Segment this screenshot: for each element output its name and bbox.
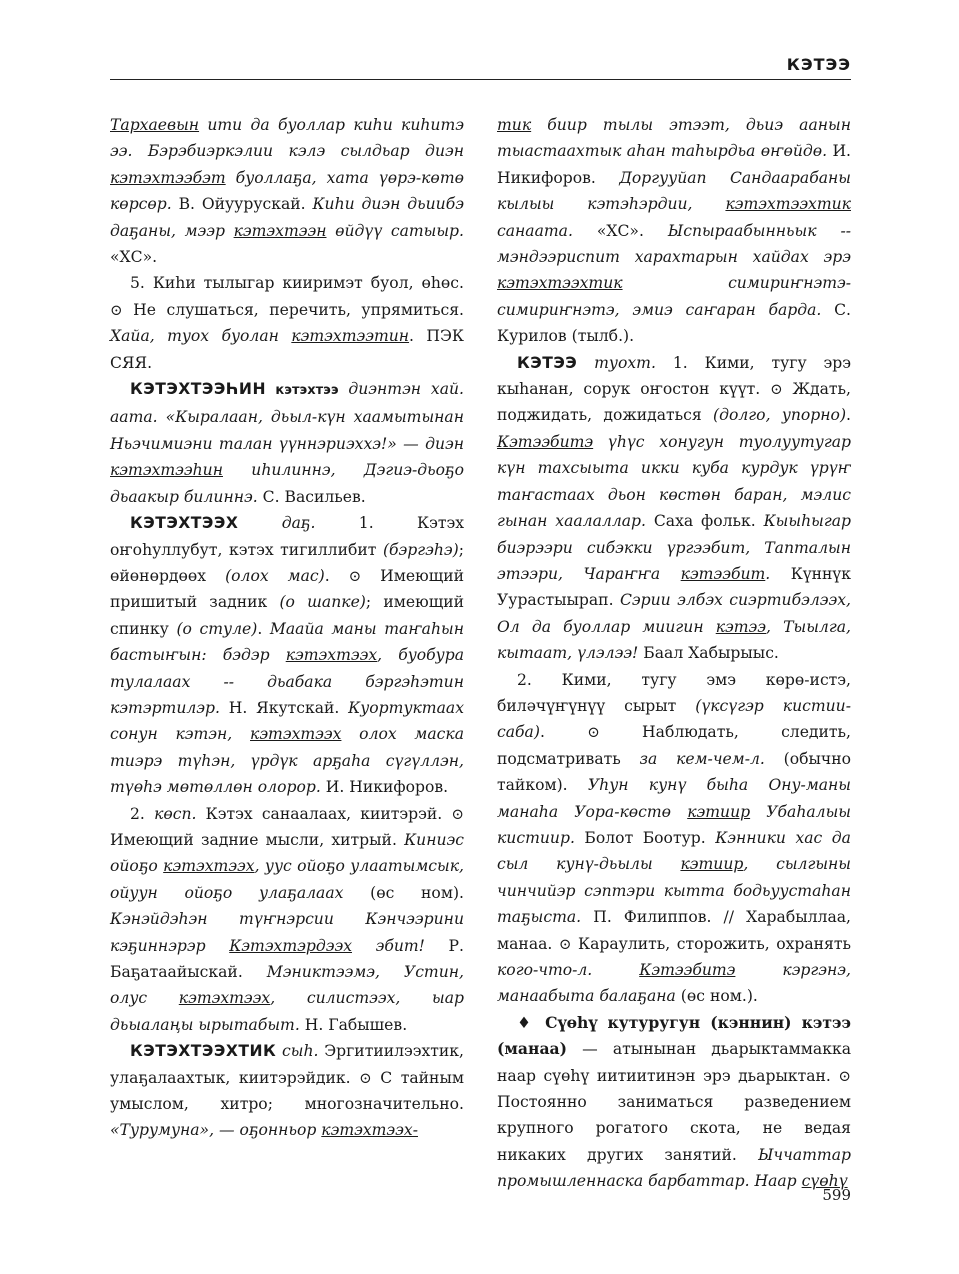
headword: КЭТЭХТЭЭХТИК bbox=[130, 1042, 277, 1061]
sense-2: 2. көсп. Кэтэх санаалаах, киитэрэй. ⊙ Имеющий задние мысли, хитрый. Киниэс ойоҕо кэтэхтээх, уус ойоҕо улаатымсык, ойуун ойоҕо улаҕалаах (өс ном). Кэнэйдэһэн түҥнэрсии Кэнчээрини кэҕиннэрэр Кэтэхтэрдээх эбит! Р. Баҕатаайыскай. Мэниктээмэ, Устин, олус кэтэхтээх, силистээх, ыар дьыалаңы ырытабыт. Н. Габышев. bbox=[110, 804, 464, 1034]
headword: КЭТЭЭ bbox=[517, 353, 578, 372]
circle-dot-icon: ⊙ bbox=[838, 1066, 851, 1085]
circle-dot-icon: ⊙ bbox=[770, 380, 783, 399]
sense-5: 5. Киһи тылыгар кииримэт буол, өһөс. ⊙ Не слушаться, перечить, упрямиться. Хайа, туох буолан кэтэхтээтин. ПЭК СЯЯ. bbox=[110, 274, 465, 372]
page-number: 599 bbox=[822, 1186, 851, 1204]
circle-dot-icon: ⊙ bbox=[587, 723, 600, 742]
entry-ketee: КЭТЭЭ туохт. 1. Кими, тугу эрэ кыһанан, сорук оҥостон күүт. ⊙ Ждать, поджидать, дожидаться (долго, упорно). Кэтээбитэ үһүс хонугун туолуутугар күн тахсыыта икки куба курдук үрүҥ таҥастаах дьон көстөн баран, мэлис гынан хаалаллар. Саха фольк. Кыыһыгар биэрээри сибэкки үргээбит, Тапталын этээри, Чараҥҥа кэтээбит. Күннүк Уурастыырап. Сэрии элбэх сиэртибэлээх, Ол да буоллар миигин кэтээ, Тыылга, кытаат, үлэлээ! Баал Хабырыыс. bbox=[497, 353, 852, 663]
idiom: ♦ Сүөһү кутуругун (кэннин) кэтээ (манаа) — атынынан дьарыктаммакка наар сүөһү иитиитинэн эрэ дьарыктан. ⊙ Постоянно заниматься разведением крупного рогатого скота, не ведая никаких других занятий. Ыччаттар промышленнаска барбаттар. Наар сүөһү bbox=[497, 1012, 851, 1191]
diamond-icon: ♦ bbox=[517, 1013, 546, 1032]
circle-dot-icon: ⊙ bbox=[558, 934, 572, 953]
circle-dot-icon: ⊙ bbox=[348, 566, 362, 585]
entry-ketekhteehin: КЭТЭХТЭЭҺИН кэтэхтээ диэнтэн хай. аата. «Кыралаан, дьыл-күн хаамытынан Ньэчимиэни талан үүннэриэххэ!» — диэн кэтэхтээһин иһилиннэ, Дэгиэ-дьоҕо дьаакыр билиннэ. С. Васильев. bbox=[110, 380, 464, 506]
header-rule bbox=[110, 79, 851, 80]
entry-continuation: Тархаевын ити да буоллар киһи киһитэ ээ. Бэрэбиэркэлии кэлэ сылдьар диэн кэтэхтээбэт буоллаҕа, хата үөрэ-көтө көрсөр. В. Ойуурускай. Киһи диэн дьиибэ даҕаны, мээр кэтэхтээн өйдүү сатыыр. «ХС». bbox=[110, 116, 464, 267]
headword: КЭТЭХТЭЭХ bbox=[130, 514, 239, 533]
circle-dot-icon: ⊙ bbox=[359, 1068, 372, 1087]
entry-ketekhteekhtik: КЭТЭХТЭЭХТИК сыһ. Эргитиилээхтик, улаҕалаахтык, киитэрэйдик. ⊙ С тайным умыслом, хитро; многозначительно. «Турумуна», — оҕонньор кэтэхтээх- bbox=[110, 1042, 464, 1140]
running-header: КЭТЭЭ bbox=[786, 55, 851, 74]
entry-ketekhteekh: КЭТЭХТЭЭХ даҕ. 1. Кэтэх оҥоһуллубут, кэтэх тигиллибит (бэргэһэ); өйөнөрдөөх (олох мас). ⊙ Имеющий пришитый задник (о шапке); имеющий спинку (о стуле). Маайа маны таҥаһын бастыҥын: бэдэр кэтэхтээх, буобура тулалаах -- дьабака бэргэһэтин кэтэртилэр. Н. Якутскай. Куортуктаах сонун кэтэн, кэтэхтээх олох маска тиэрэ түһэн, үрдүк арҕаһа сүгүллэн, түөһэ мөтөллөн олорор. И. Никифоров. bbox=[110, 514, 465, 797]
right-column bbox=[497, 112, 851, 1195]
left-column bbox=[110, 112, 464, 1144]
sense-2: 2. Кими, тугу эмэ көрө-истэ, биләчүҥүнүү сырыт (үксүгэр кистии-саба). ⊙ Наблюдать, следить, подсматривать за кем-чем-л. (обычно тайком). Уһун кунү быһа Ону-маны манаһа Уора-көстө кэтиир Убаһалыы кистиир. Болот Боотур. Кэнники хас да сыл кунү-дьылы кэтиир, сылгыны чинчийэр сэптэри кытта бодьуустаһан таҕыста. П. Филиппов. // Харабыллаа, манаа. ⊙ Караулить, сторожить, охранять кого-что-л. Кэтээбитэ кэргэнэ, манаабыта балаҕана (өс ном.). bbox=[497, 670, 852, 1006]
headword: КЭТЭХТЭЭҺИН bbox=[130, 380, 267, 399]
entry-continuation: тик биир тылы этээт, дьиэ аанын тыастаахтык аһан таһырдьа өҥөйдө. И. Никифоров. Доргууйап Сандаарабаны кылыы кэтэһэрдии, кэтэхтээхтик санаата. «ХС». Ыспыраабынньык -- мэндээриспит харахтарын хайдах эрэ кэтэхтээхтик симириҥнэтэ-симириҥнэтэ, эмиэ саҥаран барда. С. Курилов (тылб.). bbox=[497, 116, 851, 346]
circle-dot-icon: ⊙ bbox=[451, 804, 464, 823]
circle-dot-icon: ⊙ bbox=[110, 300, 123, 319]
